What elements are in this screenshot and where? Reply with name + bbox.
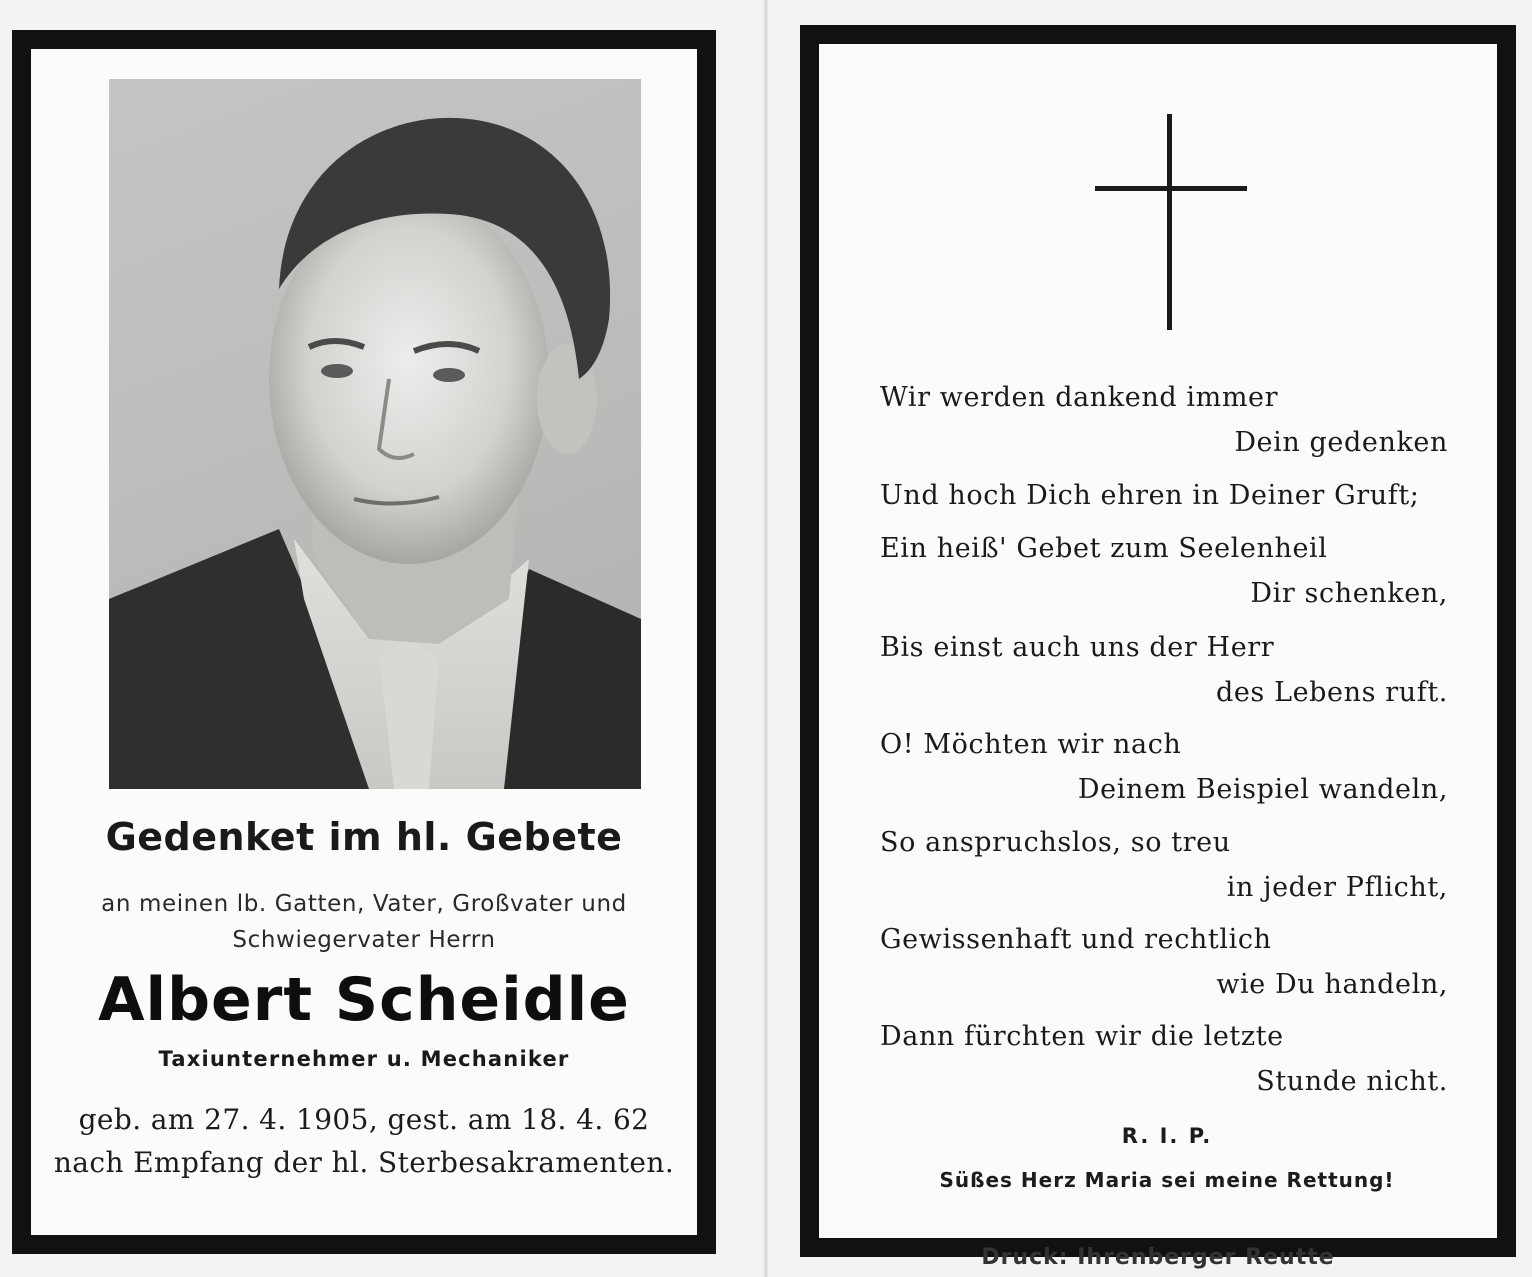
printer-imprint: Druck: Ihrenberger Reutte (981, 1247, 1335, 1270)
rip-text: R. I. P. (1121, 1124, 1213, 1148)
poem-line: Stunde nicht. (1256, 1066, 1448, 1097)
life-dates (31, 1098, 697, 1184)
poem-line: in jeder Pflicht, (1226, 872, 1448, 903)
occupation: Taxiunternehmer u. Mechaniker (158, 1047, 570, 1071)
poem-line: Dann fürchten wir die letzte (880, 1021, 1284, 1052)
dedication-line-1: an meinen lb. Gatten, Vater, Großvater und (101, 891, 627, 917)
poem-line: Dir schenken, (1250, 578, 1448, 609)
poem-line: Ein heiß' Gebet zum Seelenheil (880, 533, 1328, 564)
card-fold (764, 0, 768, 1277)
dedication-text (31, 886, 697, 958)
cross-icon (1167, 114, 1172, 330)
poem-line: Und hoch Dich ehren in Deiner Gruft; (880, 480, 1420, 511)
portrait-illustration (109, 79, 641, 789)
poem-line: Dein gedenken (1234, 427, 1448, 458)
poem-line: Wir werden dankend immer (880, 382, 1279, 413)
dates-line-2: nach Empfang der hl. Sterbesakramenten. (53, 1146, 675, 1179)
dates-line-1: geb. am 27. 4. 1905, gest. am 18. 4. 62 (78, 1103, 650, 1136)
cross-icon-bar (1095, 186, 1247, 191)
portrait-photo (109, 79, 641, 789)
dedication-line-2: Schwiegervater Herrn (232, 927, 496, 953)
poem-line: des Lebens ruft. (1215, 677, 1448, 708)
poem-line: O! Möchten wir nach (880, 729, 1182, 760)
poem-line: Gewissenhaft und rechtlich (880, 924, 1272, 955)
poem-line: wie Du handeln, (1216, 969, 1448, 1000)
closing-prayer: Süßes Herz Maria sei meine Rettung! (939, 1168, 1395, 1192)
poem-line: Deinem Beispiel wandeln, (1077, 774, 1448, 805)
poem-line: So anspruchslos, so treu (880, 827, 1231, 858)
deceased-name: Albert Scheidle (98, 965, 630, 1035)
memorial-heading: Gedenket im hl. Gebete (105, 815, 623, 859)
poem-line: Bis einst auch uns der Herr (880, 632, 1275, 663)
